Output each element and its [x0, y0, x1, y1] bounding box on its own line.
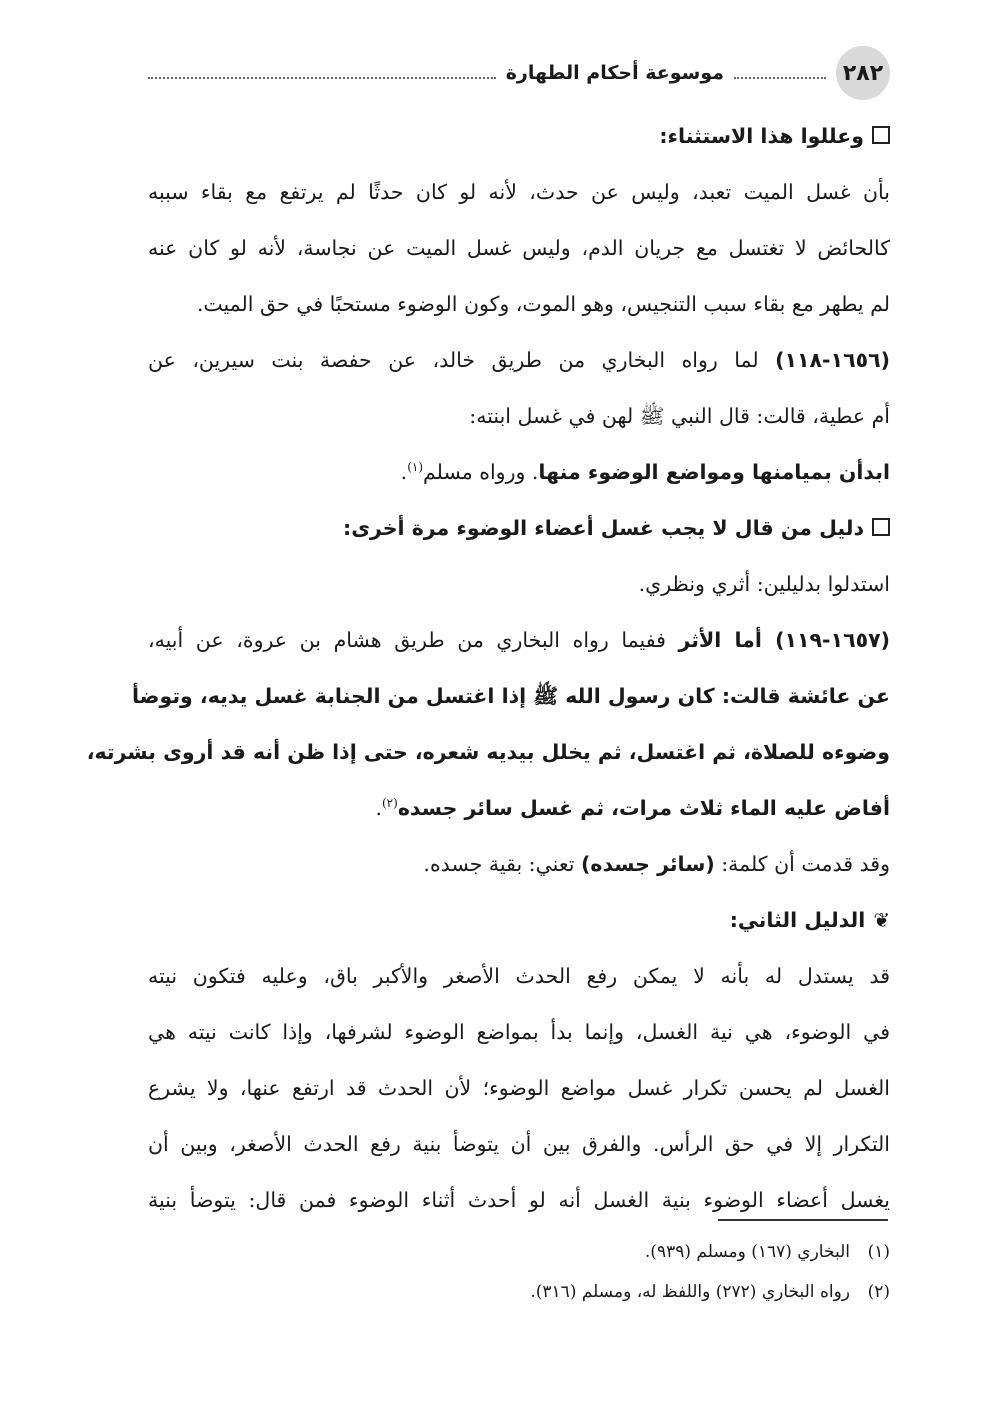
paragraph-line: بأن غسل الميت تعبد، وليس عن حدث، لأنه لو كان حدثًا لم يرتفع مع بقاء سببه [148, 180, 890, 204]
text-span: وقد قدمت أن كلمة: [714, 852, 890, 876]
paragraph-line [148, 836, 890, 892]
text-span: . ورواه مسلم [423, 460, 539, 484]
text-span: . [375, 796, 382, 820]
hadith-text: ابدأن بميامنها ومواضع الوضوء منها [538, 460, 890, 484]
ornament-bullet-icon: ❦ [873, 908, 890, 932]
paragraph-line: الغسل لم يحسن تكرار غسل مواضع الوضوء؛ لأن الحدث قد ارتفع عنها، ولا يشرع [148, 1076, 890, 1100]
text-span-bold: أما الأثر [678, 628, 776, 652]
page-number: ٢٨٢ [836, 46, 890, 100]
main-text [86, 108, 890, 1228]
paragraph-line [148, 332, 890, 388]
footnote-item [148, 1232, 890, 1272]
hadith-text: أفاض عليه الماء ثلاث مرات، ثم غسل سائر جسده [397, 796, 890, 820]
text-span: تعني: بقية جسده. [423, 852, 581, 876]
heading-evidence [148, 500, 890, 556]
checkbox-square-icon [872, 518, 890, 536]
text-span: ففيما رواه البخاري من طريق هشام بن عروة، عن أبيه، [148, 628, 679, 652]
heading-text: وعللوا هذا الاستثناء: [659, 124, 864, 148]
text-span-bold: (سائر جسده) [580, 852, 715, 876]
heading-reasoning [148, 108, 890, 164]
header-dots-left [148, 77, 496, 79]
text-span: . [400, 460, 408, 484]
hadith-line: وضوءه للصلاة، ثم اغتسل، ثم يخلل بيديه شعره، حتى إذا ظن أنه قد أروى بشرته، [86, 740, 890, 764]
heading-text: دليل من قال لا يجب غسل أعضاء الوضوء مرة أخرى: [343, 516, 864, 540]
header-dots-right [734, 77, 826, 79]
paragraph-line: لم يطهر مع بقاء سبب التنجيس، وهو الموت، وكون الوضوء مستحبًا في حق الميت. [196, 292, 890, 316]
paragraph-line: في الوضوء، هي نية الغسل، وإنما بدأ بمواضع الوضوء لشرفها، وإذا كانت نيته هي [148, 1020, 890, 1044]
paragraph-line: التكرار إلا في حق الرأس. والفرق بين أن يتوضأ بنية رفع الحدث الأصغر، وبين أن [148, 1132, 890, 1156]
hadith-line: عن عائشة قالت: كان رسول الله ﷺ إذا اغتسل من الجنابة غسل يديه، وتوضأ [131, 684, 890, 708]
footnote-number: (٢) [867, 1282, 890, 1302]
hadith-line [148, 444, 890, 500]
heading-text: الدليل الثاني: [729, 908, 866, 932]
paragraph-line: استدلوا بدليلين: أثري ونظري. [638, 572, 890, 596]
footnote-item [148, 1272, 890, 1312]
running-title-text: موسوعة أحكام الطهارة [505, 62, 724, 84]
footnote-text: البخاري (١٦٧) ومسلم (٩٣٩). [644, 1242, 850, 1262]
hadith-number: (١٦٥٦-١١٨) [775, 348, 890, 372]
footnote-number: (١) [867, 1242, 890, 1262]
running-title [148, 56, 826, 90]
paragraph-line [148, 612, 890, 668]
paragraph-line: يغسل أعضاء الوضوء بنية الغسل أنه لو أحدث أثناء الوضوء فمن قال: يتوضأ بنية [148, 1188, 890, 1212]
footnotes [148, 1232, 890, 1312]
footnote-ref: (٢) [381, 796, 398, 811]
paragraph-line: كالحائض لا تغتسل مع جريان الدم، وليس غسل الميت عن نجاسة، لأنه لو كان عنه [148, 236, 890, 260]
paragraph-line: قد يستدل له بأنه لا يمكن رفع الحدث الأصغر والأكبر باق، وعليه فتكون نيته [148, 964, 890, 988]
paragraph-line: أم عطية، قالت: قال النبي ﷺ لهن في غسل ابنته: [469, 404, 890, 428]
checkbox-square-icon [872, 126, 890, 144]
heading-second-evidence [148, 892, 890, 948]
hadith-number: (١٦٥٧-١١٩) [775, 628, 890, 652]
footnote-text: رواه البخاري (٢٧٢) واللفظ له، ومسلم (٣١٦). [530, 1282, 850, 1302]
footnote-ref: (١) [407, 460, 424, 475]
page-header [148, 46, 890, 102]
text-span: لما رواه البخاري من طريق خالد، عن حفصة بنت سيرين، عن [148, 348, 776, 372]
footnote-separator [718, 1219, 888, 1221]
hadith-line [148, 780, 890, 836]
